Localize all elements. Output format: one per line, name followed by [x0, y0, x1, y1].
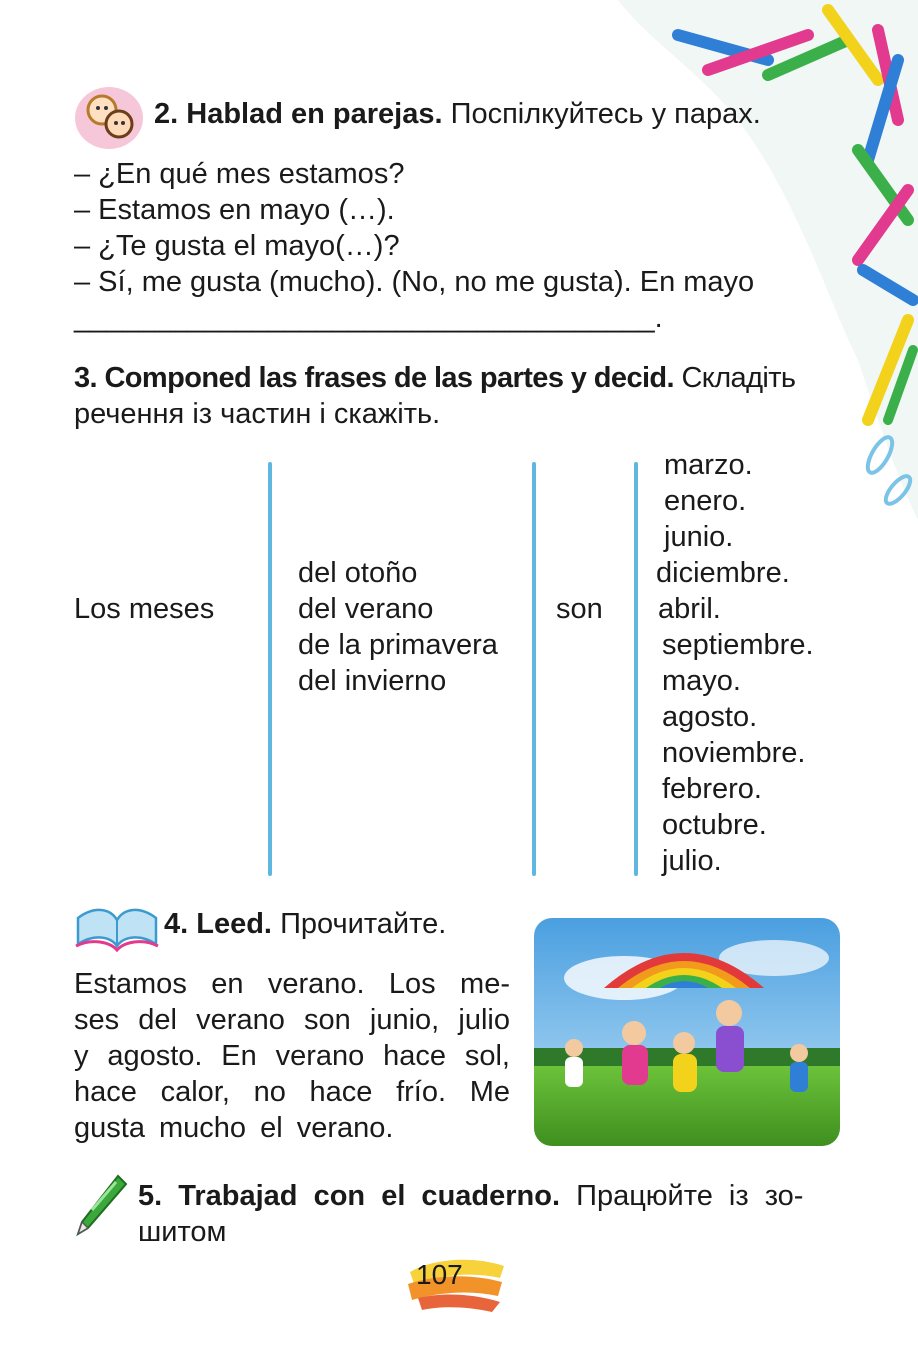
ex4-translation: Прочитайте. — [280, 908, 447, 940]
column-divider — [532, 462, 536, 876]
ex5-translation: Працюйте із зо- — [576, 1180, 804, 1212]
ex4-reading-text — [74, 966, 510, 1146]
ex3-season: del otoño — [298, 557, 418, 589]
children-kite-photo — [534, 918, 840, 1146]
ex5-translation: шитом — [138, 1216, 227, 1248]
ex4-text-line: gusta mucho el verano. — [74, 1112, 394, 1144]
ex3-verb: son — [556, 593, 603, 625]
column-divider — [268, 462, 272, 876]
ex3-title: Componed las frases de las partes y decid. — [104, 362, 674, 394]
pencils-decoration — [618, 0, 918, 520]
ex3-season: del verano — [298, 593, 434, 625]
ex3-number: 3. — [74, 362, 97, 394]
ex3-month: junio. — [664, 521, 734, 553]
ex2-title: Hablad en parejas. — [186, 98, 443, 130]
ex2-line: – Estamos en mayo (…). — [74, 194, 395, 226]
ex2-line: – ¿Te gusta el mayo(…)? — [74, 230, 400, 262]
ex3-translation: речення із частин і скажіть. — [74, 398, 441, 430]
pen-icon — [72, 1172, 128, 1240]
ex3-month: noviembre. — [662, 737, 806, 769]
ex5-number: 5. — [138, 1180, 163, 1212]
ex2-line: ____________________________________. — [74, 302, 663, 334]
ex3-month: enero. — [664, 485, 747, 517]
children-icon — [74, 86, 144, 150]
ex3-season: del invierno — [298, 665, 447, 697]
ex3-translation: Складіть — [681, 362, 796, 394]
ex4-text-line: ses del verano son junio, julio — [74, 1004, 510, 1036]
ex2-heading — [154, 96, 761, 132]
ex3-month: diciembre. — [656, 557, 790, 589]
ex2-line: – ¿En qué mes estamos? — [74, 158, 405, 190]
ex2-line: – Sí, me gusta (mucho). (No, no me gusta). En mayo — [74, 266, 755, 298]
ex4-number: 4. — [164, 908, 189, 940]
ex5-title: Trabajad con el cuaderno. — [178, 1180, 561, 1212]
book-icon — [74, 900, 160, 952]
column-divider — [634, 462, 638, 876]
ex4-text-line: hace calor, no hace frío. Me — [74, 1076, 510, 1108]
page-number: 107 — [416, 1259, 463, 1290]
ex3-month: septiembre. — [662, 629, 814, 661]
ex4-heading — [164, 906, 446, 942]
ex3-month: mayo. — [662, 665, 741, 697]
ex3-month: abril. — [658, 593, 721, 625]
ex3-heading — [74, 360, 795, 396]
ex3-month: marzo. — [664, 449, 753, 481]
ex3-month: agosto. — [662, 701, 758, 733]
ex4-text-line: y agosto. En verano hace sol, — [74, 1040, 510, 1072]
ex3-subject: Los meses — [74, 593, 215, 625]
ex3-month: febrero. — [662, 773, 762, 805]
ex2-translation: Поспілкуйтесь у парах. — [450, 98, 761, 130]
ex3-month: julio. — [662, 845, 722, 877]
ex3-month: octubre. — [662, 809, 767, 841]
ex5-heading — [138, 1178, 840, 1214]
ex4-text-line: Estamos en verano. Los me- — [74, 968, 510, 1000]
ex2-number: 2. — [154, 98, 179, 130]
ex3-season: de la primavera — [298, 629, 498, 661]
ex4-title: Leed. — [196, 908, 272, 940]
